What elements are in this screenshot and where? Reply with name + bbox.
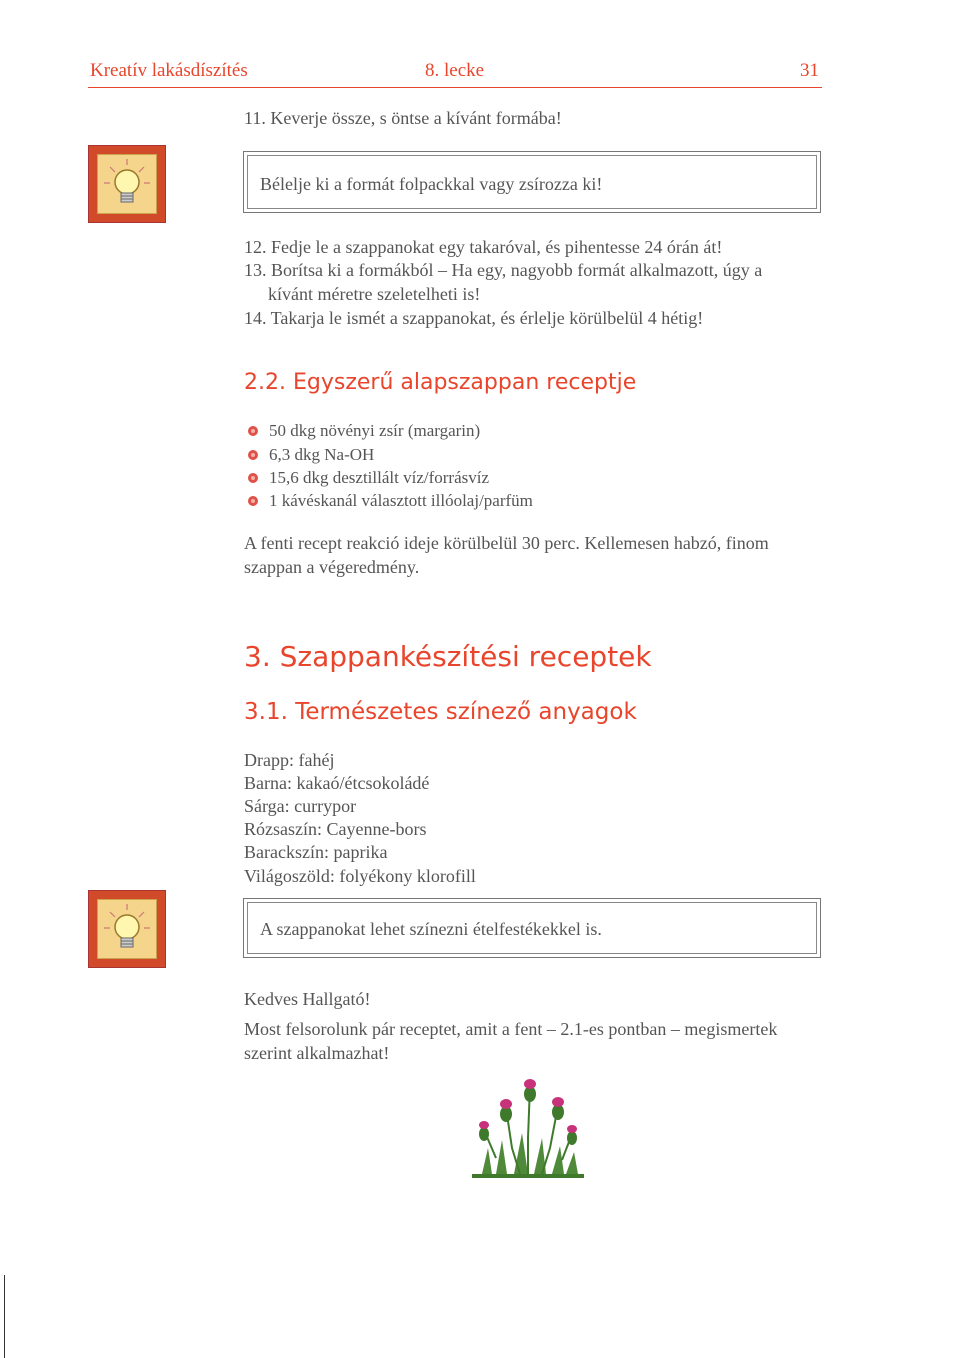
ingredient-text: 50 dkg növényi zsír (margarin) <box>269 421 481 440</box>
ingredient-text: 15,6 dkg desztillált víz/forrásvíz <box>269 468 489 487</box>
header-title: Kreatív lakásdíszítés <box>90 60 248 81</box>
color-item: Világoszöld: folyékony klorofill <box>244 866 476 886</box>
flower-bullet-icon <box>247 495 259 507</box>
thistle-illustration <box>462 1078 592 1186</box>
closing-line-2: szerint alkalmazhat! <box>244 1043 390 1063</box>
tip-text-1: Bélelje ki a formát folpackkal vagy zsírozza ki! <box>260 174 603 194</box>
recipe-note-line-1: A fenti recept reakció ideje körülbelül 30 perc. Kellemesen habzó, finom <box>244 533 769 553</box>
flower-bullet-icon <box>247 449 259 461</box>
step-12: 12. Fedje le a szappanokat egy takaróval, és pihentesse 24 órán át! <box>244 237 723 257</box>
flower-bullet-icon <box>247 472 259 484</box>
header-lesson: 8. lecke <box>425 60 485 81</box>
section-heading-3: 3. Szappankészítési receptek <box>244 640 652 673</box>
lightbulb-icon <box>97 899 157 959</box>
ingredient-text: 6,3 dkg Na-OH <box>269 445 375 464</box>
flower-bullet-icon <box>247 425 259 437</box>
ingredient-item <box>247 490 533 512</box>
ingredient-item <box>247 444 374 466</box>
ingredient-item <box>247 420 480 442</box>
step-11: 11. Keverje össze, s öntse a kívánt formába! <box>244 108 562 128</box>
section-heading-2-2: 2.2. Egyszerű alapszappan receptje <box>244 370 637 395</box>
color-item: Barna: kakaó/étcsokoládé <box>244 773 430 793</box>
color-item: Sárga: currypor <box>244 796 357 816</box>
closing-line-1: Most felsorolunk pár receptet, amit a fent – 2.1-es pontban – megismertek <box>244 1019 778 1039</box>
margin-mark <box>4 1275 5 1358</box>
color-item: Rózsaszín: Cayenne-bors <box>244 819 427 839</box>
step-14: 14. Takarja le ismét a szappanokat, és érlelje körülbelül 4 hétig! <box>244 308 704 328</box>
tip-icon-frame <box>88 890 166 968</box>
recipe-note-line-2: szappan a végeredmény. <box>244 557 420 577</box>
lightbulb-icon <box>97 154 157 214</box>
page-number: 31 <box>800 60 819 81</box>
color-item: Barackszín: paprika <box>244 842 388 862</box>
ingredient-text: 1 kávéskanál választott illóolaj/parfüm <box>269 491 533 510</box>
ingredient-item <box>247 467 489 489</box>
step-13: 13. Borítsa ki a formákból – Ha egy, nagyobb formát alkalmazott, úgy a <box>244 260 763 280</box>
header-rule <box>88 87 822 88</box>
section-heading-3-1: 3.1. Természetes színező anyagok <box>244 699 637 725</box>
step-13-cont: kívánt méretre szeletelheti is! <box>268 284 481 304</box>
color-item: Drapp: fahéj <box>244 750 335 770</box>
tip-icon-frame <box>88 145 166 223</box>
tip-box-1 <box>243 151 821 213</box>
tip-text-2: A szappanokat lehet színezni ételfestékekkel is. <box>260 919 602 939</box>
closing-greeting: Kedves Hallgató! <box>244 989 371 1009</box>
tip-box-2 <box>243 898 821 958</box>
